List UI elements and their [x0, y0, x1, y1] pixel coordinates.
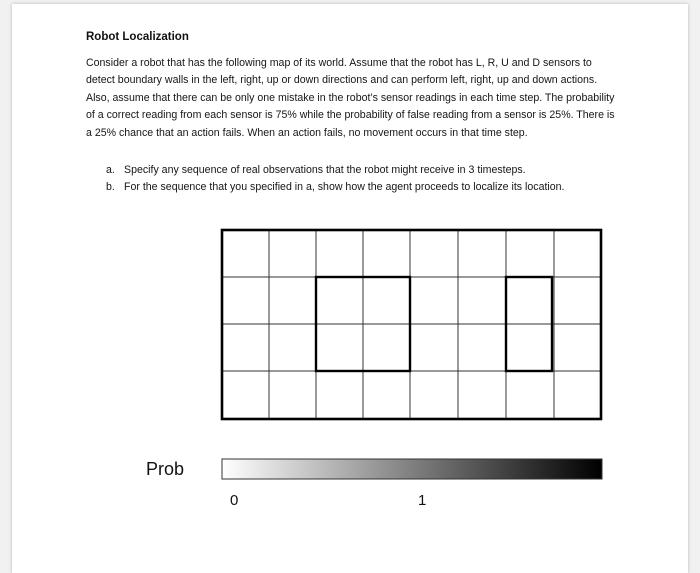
question-b-text: For the sequence that you specified in a, show how the agent proceeds to localize its location. [124, 181, 565, 193]
question-a-marker: a. [106, 164, 115, 176]
question-b-marker: b. [106, 181, 115, 193]
problem-statement: Consider a robot that has the following map of its world. Assume that the robot has L, R, U and D sensors to detect boundary walls in the left, right, up or down directions and can perform left, right, up and down actions. Also, assume that there can be only one mistake in the robot’s sensor readings in each time step. The probability of a correct reading from each sensor is 75% while the probability of false reading from a sensor is 25%. There is a 25% chance that an action fails. When an action fails, no movement occurs in that time step. [86, 57, 615, 139]
question-a-text: Specify any sequence of real observations that the robot might receive in 3 timesteps. [124, 164, 526, 176]
grid-map [222, 230, 601, 419]
document-page [12, 4, 688, 573]
map-figure [12, 4, 688, 573]
probability-tick-high: 1 [418, 492, 427, 509]
document-title: Robot Localization [86, 31, 189, 43]
probability-tick-low: 0 [230, 492, 239, 509]
probability-gradient-bar [222, 459, 602, 479]
probability-legend-label: Prob [146, 459, 185, 479]
grid-lines [222, 230, 601, 419]
